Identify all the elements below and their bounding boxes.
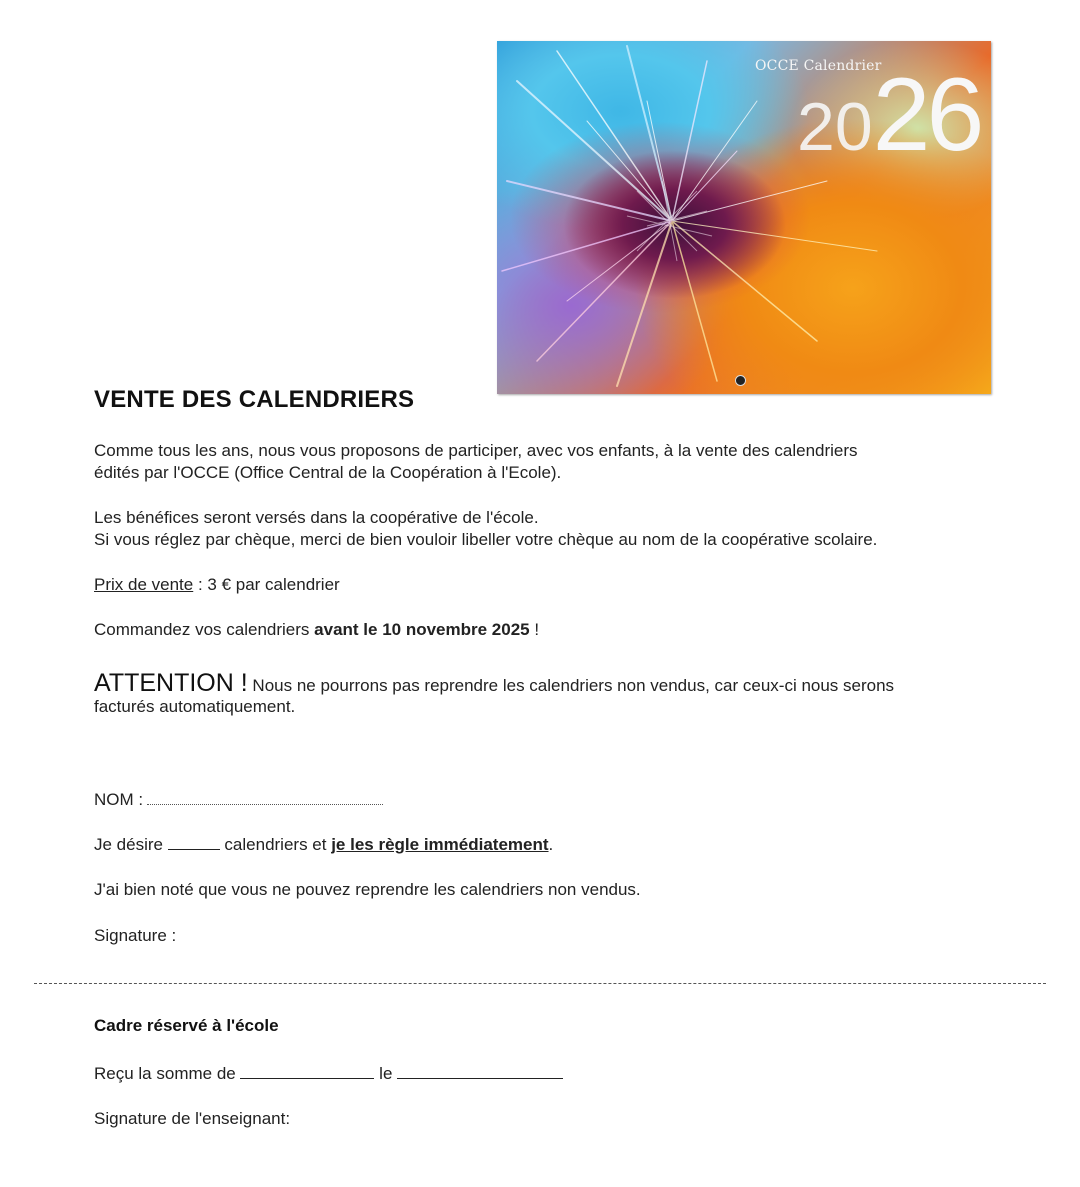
- intro-line-2: édités par l'OCCE (Office Central de la Coopération à l'Ecole).: [94, 463, 562, 482]
- nom-line: [94, 789, 383, 811]
- quantity-field[interactable]: [168, 835, 220, 850]
- calendar-cover-image: [497, 41, 991, 394]
- nom-label: NOM :: [94, 790, 144, 809]
- signature-label: Signature :: [94, 926, 177, 945]
- deadline-suffix: !: [529, 620, 540, 639]
- cover-year-part1: 20: [797, 89, 873, 165]
- benefits-line-1: Les bénéfices seront versés dans la coopérative de l'école.: [94, 508, 539, 527]
- desire-suffix: .: [548, 835, 554, 854]
- desire-line: [94, 834, 553, 856]
- deadline-date: avant le 10 novembre 2025: [314, 620, 530, 639]
- nom-field[interactable]: [147, 790, 383, 805]
- deadline-line: [94, 619, 539, 641]
- teacher-signature-label: Signature de l'enseignant:: [94, 1109, 291, 1128]
- price-value: 3 € par calendrier: [207, 575, 340, 594]
- attention-text-1: Nous ne pourrons pas reprendre les calendriers non vendus, car ceux-ci nous serons: [247, 676, 895, 695]
- cover-year-part2: 26: [872, 57, 981, 173]
- desire-prefix: Je désire: [94, 835, 168, 854]
- benefits-line-2: Si vous réglez par chèque, merci de bien vouloir libeller votre chèque au nom de la coopérative scolaire.: [94, 530, 878, 549]
- cut-line: [34, 983, 1046, 984]
- school-section-title: Cadre réservé à l'école: [94, 1016, 279, 1035]
- intro-line-1: Comme tous les ans, nous vous proposons de participer, avec vos enfants, à la vente des calendriers: [94, 441, 858, 460]
- page-title: VENTE DES CALENDRIERS: [94, 386, 415, 413]
- attention-line-2: facturés automatiquement.: [94, 697, 296, 716]
- price-separator: :: [193, 575, 208, 594]
- acknowledge-line: J'ai bien noté que vous ne pouvez reprendre les calendriers non vendus.: [94, 880, 641, 899]
- calendar-hanging-hole: [735, 375, 746, 386]
- cover-label: OCCE Calendrier: [755, 58, 882, 74]
- price-line: [94, 574, 340, 596]
- amount-field[interactable]: [240, 1064, 374, 1079]
- attention-word: ATTENTION !: [94, 669, 248, 697]
- price-label: Prix de vente: [94, 575, 194, 594]
- deadline-prefix: Commandez vos calendriers: [94, 620, 315, 639]
- received-prefix: Reçu la somme de: [94, 1064, 241, 1083]
- desire-middle: calendriers et: [219, 835, 332, 854]
- received-middle: le: [374, 1064, 398, 1083]
- desire-bold: je les règle immédiatement: [331, 835, 549, 854]
- date-field[interactable]: [397, 1064, 563, 1079]
- received-line: [94, 1063, 563, 1085]
